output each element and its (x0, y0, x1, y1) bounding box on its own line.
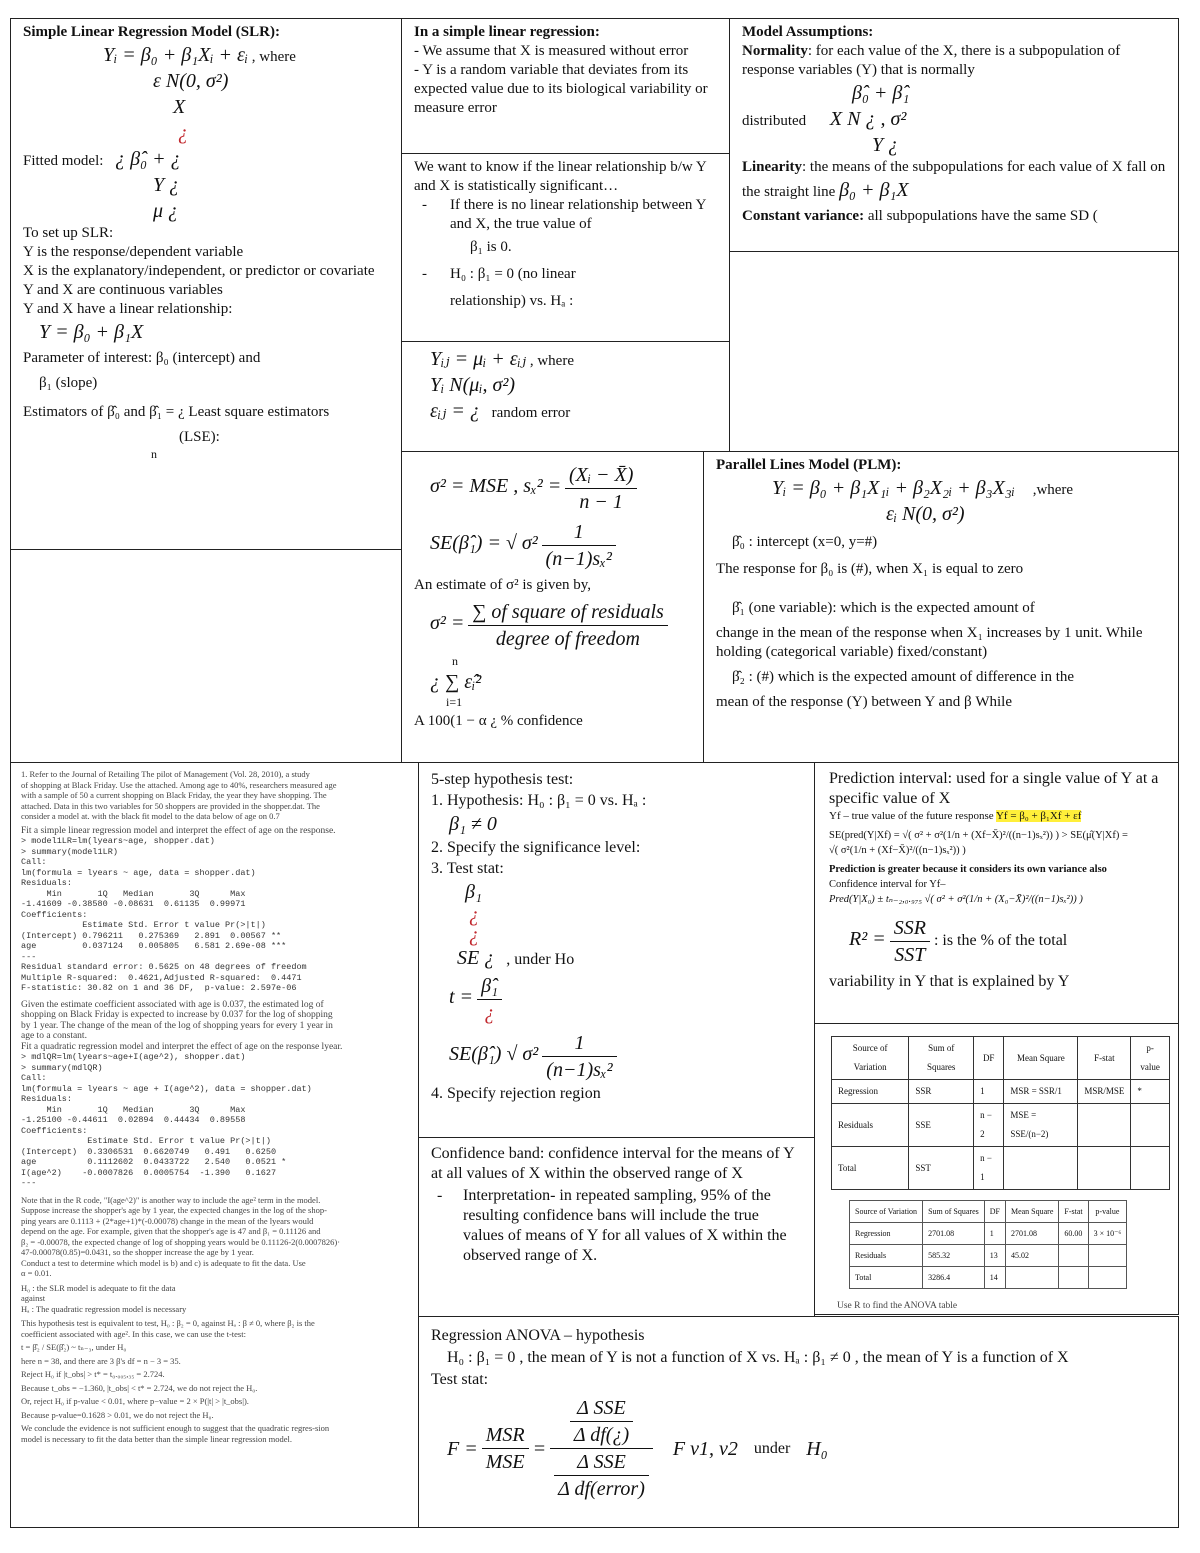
anova2-cell: 13 (984, 1245, 1005, 1267)
normality-label: Normality (742, 43, 808, 59)
model-ij-box (401, 341, 730, 452)
r-intro-line: with a sample of 50 a current shopping on Black Friday, the year they have shopping. The (21, 790, 327, 800)
variance-estimate-text: An estimate of σ² is given by, (414, 577, 591, 593)
r-note-line: H₀ : the SLR model is adequate to fit the data (21, 1282, 176, 1293)
r-code-line: age 0.037124 0.005805 6.581 2.69e-08 *** (21, 941, 287, 951)
variance-se-num: 1 (542, 519, 616, 546)
variance-sum-upper: n (452, 654, 458, 668)
reg-anova-h0: H₀ (806, 1437, 828, 1460)
r-note-line: t = β̂₂ / SE(β̂₂) ~ tₙ₋₃, under H₀ (21, 1342, 127, 1352)
slr-error-dist: ε N(0, σ²) (153, 70, 229, 92)
r-code2-line: Estimate Std. Error t value Pr(>|t|) (21, 1136, 271, 1146)
anova-cell (1078, 1104, 1131, 1147)
normality-distributed: distributed (742, 113, 807, 129)
reg-anova-eq-sign: = (532, 1437, 547, 1460)
anova-header: p-value (1131, 1037, 1170, 1080)
in-slr-line: - Y is a random variable that deviates from its expected value due to its biological variability or measure error (414, 62, 708, 116)
prediction-se-pred2: √( σ²(1/n + (Xf−X̄)²/((n−1)sₓ²)) ) (829, 845, 966, 856)
r-note-line: Hₐ : The quadratic regression model is necessary (21, 1303, 187, 1314)
five-step-step3: 3. Test stat: (431, 860, 504, 877)
five-step-se-num: 1 (542, 1030, 616, 1057)
prediction-future-label: Yf – true value of the future response (829, 810, 994, 822)
r-interp-line: by 1 year. The change of the mean of the log of shopping years for every 1 year in (21, 1020, 333, 1031)
plm-error: εᵢ N(0, σ²) (886, 503, 965, 525)
five-step-step1-cont: β₁ ≠ 0 (449, 813, 497, 835)
r-note-line: depend on the age. For example, given that the shopper's age is 47 and β₁ = 0.11126 and (21, 1226, 321, 1236)
conf-band-box: Confidence band: confidence interval for the means of Y at all values of X within the observed range of X - Interpretation- in repeated sampling, 95% of the resulting confidence bans will include the true values of means of Y for all values of X within the observed range of X. (418, 1137, 815, 1317)
in-slr-title: In a simple linear regression: (414, 24, 600, 40)
reg-anova-msr: MSR (482, 1422, 529, 1449)
plm-where: ,where (1032, 482, 1074, 498)
anova-header: F-stat (1078, 1037, 1131, 1080)
slr-red-symbol: ¿ (178, 122, 188, 144)
prediction-r2-cont: variability in Y that is explained by Y (829, 973, 1070, 990)
five-step-step2: 2. Specify the significance level: (431, 839, 641, 856)
anova2-cell (1059, 1267, 1088, 1289)
r-code2-line: Min 1Q Median 3Q Max (21, 1104, 246, 1115)
five-step-step1: 1. Hypothesis: H₀ : β₁ = 0 vs. Hₐ : (431, 792, 647, 809)
r-code2-line: --- (21, 1178, 37, 1188)
reg-anova-ddf2: Δ df(error) (558, 1478, 645, 1500)
variance-eq1-den: n − 1 (579, 491, 623, 513)
anova2-cell: 60.00 (1059, 1223, 1088, 1245)
slr-model-eq: Yᵢ = β₀ + β₁Xᵢ + εᵢ (103, 44, 249, 66)
model-ij-eq3-text: random error (491, 405, 571, 421)
anova2-cell: Total (850, 1267, 923, 1289)
slr-n-symbol: n (151, 447, 157, 461)
slr-fitted-y: Y ¿ (153, 174, 180, 196)
r-code-line: > summary(model1LR) (21, 846, 118, 857)
five-step-se-left: SE(β̂₁) √ σ² (449, 1043, 539, 1066)
variance-sum-lower: i=1 (446, 695, 463, 709)
anova2-cell: Regression (850, 1223, 923, 1245)
r-note-line: Because p-value=0.1628 > 0.01, we do not reject the H₀. (21, 1409, 214, 1420)
in-slr-box (401, 18, 730, 154)
r-note-line: here n = 38, and there are 3 β's df = n − 3 = 35. (21, 1355, 181, 1366)
anova2-header: DF (984, 1201, 1005, 1223)
anova2-cell (1088, 1245, 1127, 1267)
plm-b1-line: β̂₁ (one variable): which is the expected amount of (732, 600, 1035, 616)
r-code-line: F-statistic: 30.82 on 1 and 36 DF, p-value: 2.597e-06 (21, 983, 297, 993)
slr-x-symbol: X (173, 96, 186, 118)
plm-eq: Yᵢ = β₀ + β₁X₁ᵢ + β₂X₂ᵢ + β₃X₃ᵢ (772, 477, 1015, 499)
anova2-header: F-stat (1059, 1201, 1088, 1223)
prediction-se-pred: SE(pred(Y|Xf) = √( σ² + σ²(1/n + (Xf−X̄)²/((n−1)sₓ²)) ) > SE(μ̂(Y|Xf) = (829, 830, 1128, 841)
anova2-cell (1059, 1245, 1088, 1267)
anova-cell: n − 2 (974, 1104, 1004, 1147)
normality-eq-top: β̂₀ + β̂₁ (852, 82, 910, 104)
r-code2-line: > mdlQR=lm(lyears~age+I(age^2), shopper.dat) (21, 1052, 246, 1062)
prediction-r2-den: SST (894, 944, 926, 966)
prediction-greater-text: Prediction is greater because it considers its own variance also (829, 864, 1107, 875)
significance-box: We want to know if the linear relationship b/w Y and X is statistically significant… - If there is no linear relationship between Y and X, the true value of β₁ is 0. - H₀ : β₁ = 0 (no linear relationship) vs. Hₐ : (401, 153, 730, 342)
anova-cell (1131, 1104, 1170, 1147)
variance-sigma-num: ∑ of square of residuals (468, 599, 668, 626)
r-code2-line: Coefficients: (21, 1125, 88, 1136)
slr-setup-line: Y is the response/dependent variable (23, 244, 244, 260)
anova2-cell: Residuals (850, 1245, 923, 1267)
slr-title: Simple Linear Regression Model (SLR): (23, 24, 280, 40)
prediction-future-eq: Yf = β₀ + β₁Xf + εf (995, 810, 1082, 822)
anova-table-generic (831, 1036, 1170, 1190)
assumptions-title: Model Assumptions: (742, 24, 874, 40)
anova-cell: MSR/MSE (1078, 1080, 1131, 1104)
anova2-cell: 585.32 (923, 1245, 985, 1267)
model-ij-eq2: Yᵢ N(μᵢ, σ²) (430, 374, 516, 396)
r-code2-line: lm(formula = lyears ~ age + I(age^2), data = shopper.dat) (21, 1083, 312, 1094)
r-code-line: > model1LR=lm(lyears~age, shopper.dat) (21, 836, 215, 846)
anova-cell: Residuals (832, 1104, 909, 1147)
five-step-title: 5-step hypothesis test: (431, 771, 574, 788)
r-code-line: lm(formula = lyears ~ age, data = shopper.dat) (21, 867, 256, 878)
anova-cell: n − 1 (974, 1147, 1004, 1190)
variance-eq1-num: (Xᵢ − X̄) (565, 462, 637, 489)
reg-anova-test-stat: Test stat: (431, 1371, 489, 1388)
anova-cell (1131, 1147, 1170, 1190)
r-code-line: Min 1Q Median 3Q Max (21, 888, 246, 899)
reg-anova-under: under (753, 1439, 791, 1457)
anova-header: Sum of Squares (909, 1037, 974, 1080)
plm-b2-line: β̂₂ : (#) which is the expected amount of difference in the (732, 669, 1075, 685)
r-note-line: β₂ = -0.00078, the expected change of log of shopping years would be 0.11126-2(0.0007826)· (21, 1236, 341, 1247)
variance-sum-eq: ¿ ∑ ε̂ᵢ² (430, 671, 482, 693)
five-step-red1: ¿ (469, 904, 479, 926)
r-note-line: Note that in the R code, "I(age^2)" is another way to include the age² term in the model. (21, 1194, 321, 1205)
anova2-cell (1005, 1267, 1058, 1289)
anova-cell: SSR (909, 1080, 974, 1104)
r-code2-line: age 0.1112602 0.0433722 2.540 0.0521 * (21, 1157, 287, 1167)
r-code-line: Coefficients: (21, 909, 88, 920)
slr-estimators-text: Estimators of β̂₀ and β̂₁ = ¿ Least square estimators (23, 404, 330, 420)
variance-sigma-left: σ² = (430, 611, 465, 634)
anova-r-label: Use R to find the ANOVA table (837, 1301, 958, 1311)
plm-title: Parallel Lines Model (PLM): (716, 457, 902, 473)
slr-setup-title: To set up SLR: (23, 225, 114, 241)
table-row (832, 1080, 1170, 1104)
five-step-t-num: β̂₁ (477, 973, 502, 1000)
constvar-label: Constant variance: (742, 208, 865, 224)
linearity-text: : the means of the subpopulations for each value of X fall on the straight line (742, 159, 1166, 200)
reg-anova-title: Regression ANOVA – hypothesis (431, 1327, 645, 1344)
variance-se-left: SE(β̂₁) = √ σ² (430, 531, 538, 554)
anova2-cell: 45.02 (1005, 1245, 1058, 1267)
prediction-r2-num: SSR (890, 915, 930, 942)
reg-anova-mse: MSE (485, 1451, 525, 1473)
significance-intro: We want to know if the linear relationship b/w Y and X is statistically significant… (414, 159, 707, 194)
slr-setup-line: Y and X are continuous variables (23, 282, 223, 298)
slr-fitted-label: Fitted model: (23, 153, 104, 169)
anova-box (814, 1023, 1179, 1315)
variance-se-den: (n−1)sₓ² (545, 548, 612, 570)
reg-anova-dsse2: Δ SSE (554, 1449, 649, 1476)
r-interp-line: shopping on Black Friday is expected to increase by 0.037 for the log of shopping (21, 1010, 333, 1020)
r-interp-line: Given the estimate coefficient associated with age is 0.037, the estimated log of (21, 999, 324, 1010)
significance-bullet2-cont: relationship) vs. Hₐ : (450, 293, 574, 309)
conf-band-bullet: Interpretation- in repeated sampling, 95% of the resulting confidence bans will include the true values of means of Y for all values of X within the observed range of X. (463, 1187, 787, 1264)
r-code-line: Residual standard error: 0.5625 on 48 degrees of freedom (21, 962, 307, 972)
table-row (832, 1104, 1170, 1147)
anova-cell: * (1131, 1080, 1170, 1104)
r-note-line: 47-0.00078(0.85)=0.0431, so the shopper increase the age by 1 year. (21, 1247, 254, 1257)
slr-setup-line: Y and X have a linear relationship: (23, 301, 233, 317)
normality-eq-y: Y ¿ (872, 134, 899, 156)
anova-cell: MSR = SSR/1 (1004, 1080, 1078, 1104)
five-step-b1: β₁ (465, 881, 482, 903)
slr-model-where: , where (251, 49, 296, 65)
r-code-line: Estimate Std. Error t value Pr(>|t|) (21, 920, 266, 930)
anova-cell: 1 (974, 1080, 1004, 1104)
in-slr-line: - We assume that X is measured without error (414, 43, 689, 59)
table-row (832, 1147, 1170, 1190)
r-code-line: Residuals: (21, 878, 73, 888)
reg-anova-ddf1: Δ df(¿) (573, 1424, 630, 1446)
variance-ci-text: A 100(1 − α ¿ % confidence (414, 713, 583, 729)
reg-anova-f-dist: F v1, v2 (672, 1437, 738, 1460)
significance-bullet1: If there is no linear relationship between Y and X, the true value of (450, 197, 706, 232)
anova-cell: MSE = SSE/(n−2) (1004, 1104, 1078, 1147)
five-step-t-left: t = (449, 986, 474, 1009)
model-ij-eq3: εᵢⱼ = ¿ (430, 400, 480, 422)
reg-anova-dsse1: Δ SSE (570, 1395, 633, 1422)
anova2-cell (1088, 1267, 1127, 1289)
linearity-label: Linearity (742, 159, 802, 175)
anova-cell: SSE (909, 1104, 974, 1147)
r-note-line: Suppose increase the shopper's age by 1 year, the expected changes in the log of the shop- (21, 1205, 327, 1215)
prediction-box (814, 762, 1179, 1024)
anova2-cell: 3 × 10⁻⁶ (1088, 1223, 1127, 1245)
table-row (850, 1245, 1127, 1267)
r-code-line: --- (21, 951, 37, 962)
r-code-line: Multiple R-squared: 0.4621,Adjusted R-squared: 0.4471 (21, 972, 302, 983)
r-intro-line: attached. Data in this two variables for 50 shoppers are provided in the shopper.dat. The (21, 800, 320, 811)
reg-anova-f-left: F = (447, 1437, 478, 1460)
normality-text: : for each value of the X, there is a subpopulation of response variables (Y) that is normally (742, 43, 1121, 78)
anova2-header: p-value (1088, 1201, 1127, 1223)
r-note-line: Or, reject H₀ if p-value < 0.01, where p−value = 2 × P(|t| > |t_obs|). (21, 1396, 249, 1406)
r-intro-line: of shopping at Black Friday. Use the attached. Among age to 40%, researchers measured age (21, 779, 337, 790)
anova2-cell: 1 (984, 1223, 1005, 1245)
significance-bullet2-eq: H₀ : β₁ = 0 (no linear (450, 266, 576, 282)
r-note-line: coefficient associated with age². In this case, we can use the t-test: (21, 1328, 246, 1339)
plm-b0-line: β̂₀ : intercept (x=0, y=#) (732, 534, 878, 550)
slr-param-text: Parameter of interest: β₀ (intercept) and (23, 350, 261, 366)
anova-table-example (849, 1200, 1127, 1289)
plm-response-line: The response for β₀ is (#), when X₁ is equal to zero (716, 561, 1024, 577)
anova2-header: Mean Square (1005, 1201, 1058, 1223)
prediction-pred-eq: Pred(Y|X₀) ± tₙ₋₂,₀.₉₇₅ √( σ² + σ²(1/n + (X₀−X̄)²/((n−1)sₓ²)) ) (829, 894, 1083, 905)
anova-header: Mean Square (1004, 1037, 1078, 1080)
five-step-step4: 4. Specify rejection region (431, 1085, 601, 1102)
five-step-box (418, 762, 815, 1138)
significance-bullet1-eq: β₁ is 0. (470, 239, 512, 255)
conf-band-text: Confidence band: confidence interval for the means of Y at all values of X within the observed range of X (431, 1145, 795, 1182)
r-note-line: against (21, 1293, 46, 1303)
five-step-red2: ¿ (469, 924, 479, 946)
r-intro-line: 1. Refer to the Journal of Retailing The pilot of Management (Vol. 28, 2010), a study (21, 769, 310, 779)
slr-fitted-eq: ¿ β̂₀ + ¿ (115, 148, 181, 170)
slr-fitted-mu: μ ¿ (153, 200, 179, 222)
r-code2-line: Residuals: (21, 1094, 73, 1104)
anova2-cell: 2701.08 (1005, 1223, 1058, 1245)
variance-eq1-left: σ² = MSE , sₓ² = (430, 474, 562, 497)
plm-b2-cont: mean of the response (Y) between Y and β While (716, 694, 1012, 710)
anova2-cell: 14 (984, 1267, 1005, 1289)
r-output-box (10, 762, 419, 1528)
assumptions-box (729, 18, 1179, 252)
r-note-line: This hypothesis test is equivalent to test, H₀ : β₂ = 0, against Hₐ : β ≠ 0, where β₂ is the (21, 1318, 315, 1328)
empty-box-right (729, 251, 1179, 452)
r-note-line: model is necessary to fit the data better than the simple linear regression model. (21, 1433, 292, 1444)
anova-cell: Total (832, 1147, 909, 1190)
constvar-text: all subpopulations have the same SD ( (867, 208, 1098, 224)
anova2-header: Sum of Squares (923, 1201, 985, 1223)
model-ij-eq1: Yᵢⱼ = μᵢ + εᵢⱼ (430, 348, 527, 370)
anova-header: Source of Variation (832, 1037, 909, 1080)
slr-lse: (LSE): (179, 429, 220, 445)
slr-linear-eq: Y = β₀ + β₁X (39, 321, 144, 343)
prediction-title: Prediction interval: used for a single value of Y at a specific value of X (829, 770, 1159, 807)
r-code2-line: I(age^2) -0.0007826 0.0005754 -1.390 0.1627 (21, 1167, 277, 1178)
r-code-line: Call: (21, 857, 47, 867)
r-note-line: ping years are 0.1113 + (2*age+1)*(-0.00078) change in the mean of the lyears would (21, 1215, 314, 1226)
anova-cell (1078, 1147, 1131, 1190)
reg-anova-h-line: H₀ : β₁ = 0 , the mean of Y is not a function of X vs. Hₐ : β₁ ≠ 0 , the mean of Y is a function of X (447, 1349, 1069, 1366)
anova-cell: Regression (832, 1080, 909, 1104)
plm-b1-cont: change in the mean of the response when X₁ increases by 1 unit. While holding (categorical variable) fixed/constant) (716, 625, 1143, 660)
r-note-line: Conduct a test to determine which model is b) and c) is adequate to fit the data. Use (21, 1257, 306, 1268)
r-note-line: α = 0.01. (21, 1268, 52, 1278)
prediction-r2-text: : is the % of the total (933, 932, 1068, 950)
model-ij-where: , where (529, 353, 574, 369)
anova2-header: Source of Variation (850, 1201, 923, 1223)
anova-header: DF (974, 1037, 1004, 1080)
normality-eq: X N ¿ , σ² (829, 108, 907, 130)
reg-anova-box (418, 1316, 1179, 1528)
r-code2-line: (Intercept) 0.3306531 0.6620749 0.491 0.6250 (21, 1146, 277, 1157)
five-step-under-ho: , under Ho (506, 951, 575, 968)
five-step-t-den: ¿ (484, 1002, 495, 1024)
anova2-cell: 2701.08 (923, 1223, 985, 1245)
r-interp-line: Fit a quadratic regression model and interpret the effect of age on the response lyear. (21, 1041, 343, 1052)
linearity-eq: β₀ + β₁X (839, 179, 909, 201)
table-row (850, 1223, 1127, 1245)
r-code2-line: Call: (21, 1073, 47, 1083)
slr-box (10, 18, 402, 550)
plm-box (703, 451, 1179, 763)
r-code-line: -1.41609 -0.38580 -0.08631 0.61135 0.99971 (21, 899, 246, 909)
anova-cell (1004, 1147, 1078, 1190)
r-fit-line: Fit a simple linear regression model and interpret the effect of age on the response. (21, 825, 336, 836)
table-row (850, 1267, 1127, 1289)
r-code2-line: -1.25100 -0.44611 0.02894 0.44434 0.89558 (21, 1115, 246, 1125)
prediction-r2-left: R² = (849, 928, 886, 951)
prediction-ci-label: Confidence interval for Yf– (829, 879, 946, 890)
five-step-se-den: (n−1)sₓ² (546, 1059, 613, 1081)
r-code2-line: > summary(mdlQR) (21, 1062, 103, 1073)
r-code-line: (Intercept) 0.796211 0.275369 2.891 0.00567 ** (21, 930, 282, 941)
five-step-se-line: SE ¿ (457, 947, 495, 969)
r-note-line: Reject H₀ if |t_obs| > t* = t₀.₀₀₅,₃₅ = 2.724. (21, 1369, 165, 1379)
empty-box-left (10, 549, 402, 763)
r-intro-line: consider a model at. with the black fit model to the data below of age on 0.7 (21, 811, 280, 821)
slr-param-slope: β₁ (slope) (39, 375, 98, 391)
r-note-line: Because t_obs = −1.360, |t_obs| < t* = 2.724, we do not reject the H₀. (21, 1382, 258, 1393)
variance-sigma-den: degree of freedom (495, 628, 640, 650)
anova-cell: SST (909, 1147, 974, 1190)
anova2-cell: 3286.4 (923, 1267, 985, 1289)
variance-box (401, 451, 704, 763)
slr-setup-line: X is the explanatory/independent, or predictor or covariate (23, 263, 375, 279)
r-note-line: We conclude the evidence is not sufficient enough to suggest that the quadratic regres-sion (21, 1423, 330, 1433)
r-interp-line: age to a constant. (21, 1031, 87, 1041)
